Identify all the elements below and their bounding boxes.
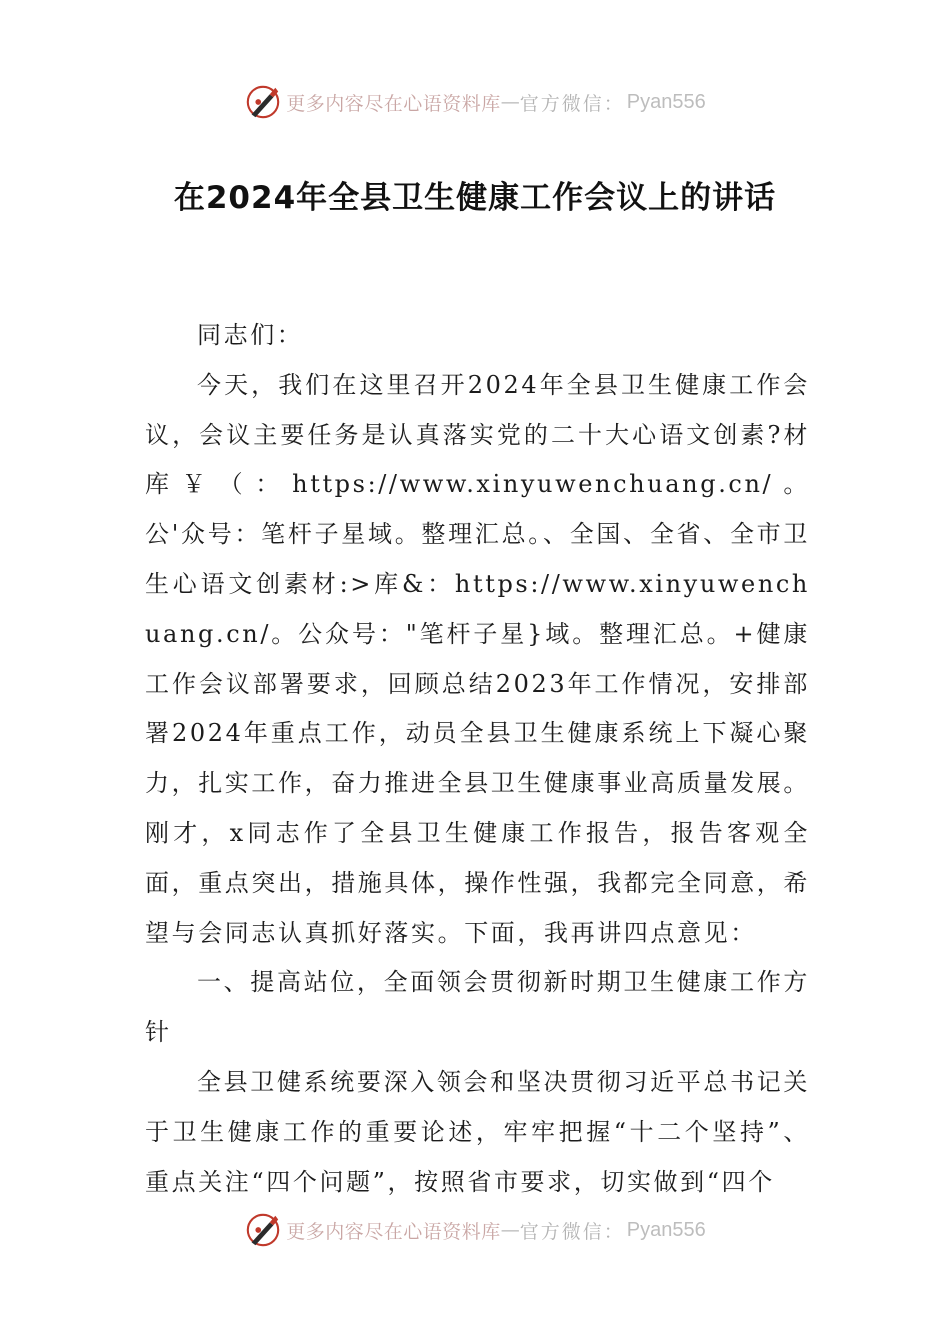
banner-contact-label: 官方微信：	[519, 92, 625, 115]
pen-logo-icon	[244, 1211, 282, 1249]
banner-separator: —	[500, 91, 520, 113]
section-paragraph-1: 全县卫健系统要深入领会和坚决贯彻习近平总书记关于卫生健康工作的重要论述，牢牢把握“十二个坚持”、重点关注“四个问题”，按照省市要求，切实做到“四个	[145, 1067, 810, 1196]
document-title: 在2024年全县卫生健康工作会议上的讲话	[173, 180, 777, 216]
banner-contact-label: 官方微信：	[519, 1220, 625, 1243]
intro-paragraph: 今天，我们在这里召开2024年全县卫生健康工作会议，会议主要任务是认真落实党的二十大心语文创素?材库￥（：https://www.xinyuwenchuang.cn/。公'众号：笔杆子星域。整理汇总。、全国、全省、全市卫生心语文创素材:>库&：https://www.xinyuwenchuang.cn/。公众号："笔杆子星}域。整理汇总。+健康工作会议部署要求，回顾总结2023年工作情况，安排部署2024年重点工作，动员全县卫生健康系统上下凝心聚力，扎实工作，奋力推进全县卫生健康事业高质量发展。刚才，x同志作了全县卫生健康工作报告，报告客观全面，重点突出，措施具体，操作性强，我都完全同意，希望与会同志认真抓好落实。下面，我再讲四点意见：	[145, 370, 810, 947]
pen-logo-icon	[244, 83, 282, 121]
section-heading-1: 一、提高站位，全面领会贯彻新时期卫生健康工作方针	[145, 968, 810, 1047]
banner-contact-id: Pyan556	[626, 1218, 706, 1241]
document-body	[145, 311, 810, 1207]
salutation-paragraph: 同志们：	[197, 321, 304, 349]
header-banner	[0, 80, 950, 124]
banner-contact-id: Pyan556	[626, 90, 706, 113]
banner-separator: —	[500, 1219, 520, 1241]
footer-banner	[0, 1208, 950, 1252]
banner-slogan: 更多内容尽在心语资料库	[286, 1220, 501, 1243]
banner-slogan: 更多内容尽在心语资料库	[286, 92, 501, 115]
